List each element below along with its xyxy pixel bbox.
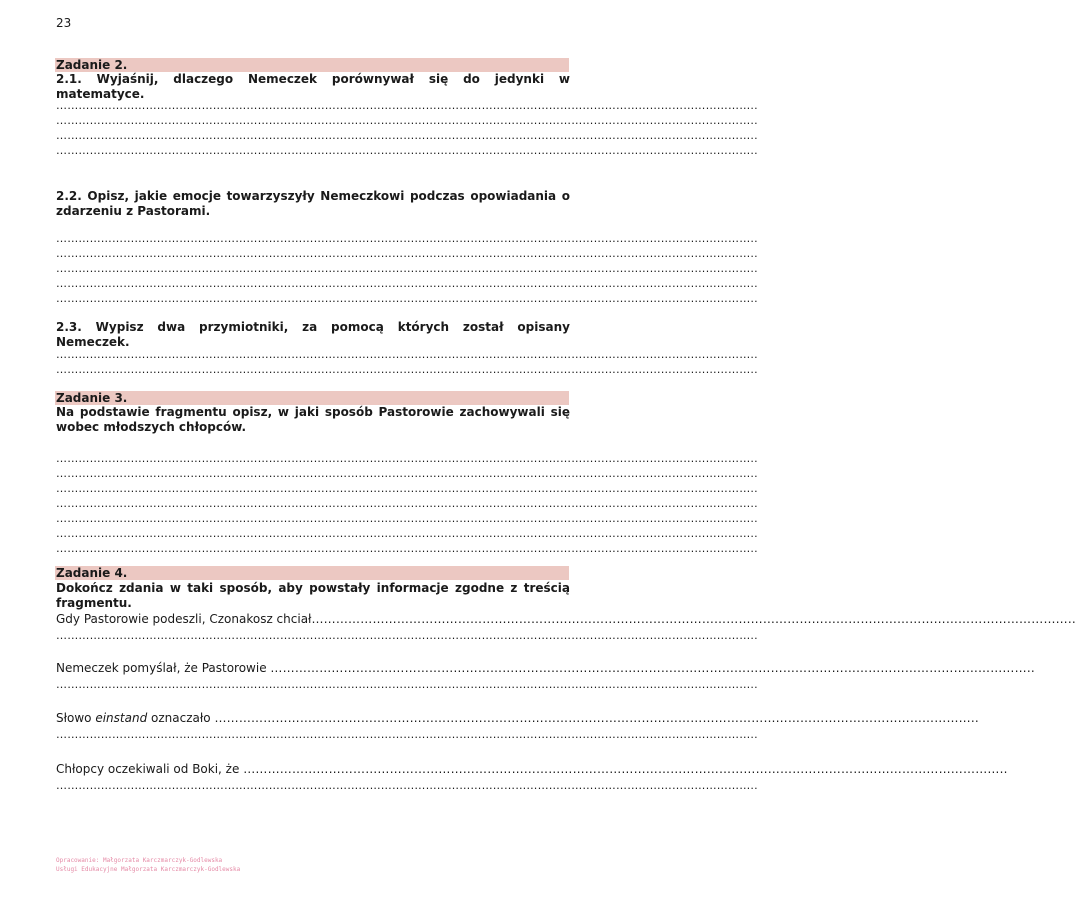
task4-sentence-1-continuation[interactable] xyxy=(56,628,758,643)
answer-line: …………………………………………………………………………………………………………………………………………………………………….. xyxy=(56,467,758,480)
task2-q1-answer-lines[interactable] xyxy=(56,98,758,158)
task2-q2: 2.2. Opisz, jakie emocje towarzyszyły Nemeczkowi podczas opowiadania o zdarzeniu z Pastorami. xyxy=(56,189,570,218)
answer-line: …………………………………………………………………………………………………………………………………………………………………….. xyxy=(56,348,758,361)
task4-sentence-2-continuation[interactable] xyxy=(56,677,758,692)
answer-line: …………………………………………………………………………………………………………………………………………………………………….. xyxy=(56,292,758,305)
sentence-stem-emphasis: einstand xyxy=(95,711,148,725)
task4-heading: Zadanie 4. xyxy=(55,566,569,580)
answer-line: …………………………………………………………………………………………………………………………………………………………………….. xyxy=(56,542,758,555)
answer-line: …………………………………………………………………………………………………………………………………………………………………….. xyxy=(56,482,758,495)
task2-heading: Zadanie 2. xyxy=(55,58,569,72)
answer-line: …………………………………………………………………………………………………………………………………………………………………….. xyxy=(56,144,758,157)
answer-line: …………………………………………………………………………………………………………………………………………………………………….. xyxy=(56,678,758,691)
task4-sentence-1[interactable] xyxy=(56,612,1076,627)
task3-answer-lines[interactable] xyxy=(56,451,758,556)
answer-line: …………………………………………………………………………………………………………………………………………………………………….. xyxy=(56,99,758,112)
answer-line: …………………………………………………………………………………………………………………………………………………………………….. xyxy=(56,779,758,792)
answer-line: …………………………………………………………………………………………………………………………………………………………………….. xyxy=(56,247,758,260)
task4-sentence-2[interactable] xyxy=(56,661,1035,676)
answer-line: …………………………………………………………………………………………………………………………………………………………………….. xyxy=(56,629,758,642)
task4-sentence-4-continuation[interactable] xyxy=(56,778,758,793)
sentence-stem: Słowo xyxy=(56,711,96,725)
answer-line: …………………………………………………………………………………………………………………………………………………………………….. xyxy=(243,762,1008,776)
task4-sentence-3[interactable] xyxy=(56,711,979,726)
sentence-stem: Nemeczek pomyślał, że Pastorowie xyxy=(56,661,267,675)
task4-sentence-3-continuation[interactable] xyxy=(56,727,758,742)
footer-line-2: Usługi Edukacyjne Małgorzata Karczmarczyk-Godlewska xyxy=(56,866,241,873)
page-number: 23 xyxy=(56,16,72,30)
answer-line: …………………………………………………………………………………………………………………………………………………………………….. xyxy=(56,232,758,245)
task2-q1: 2.1. Wyjaśnij, dlaczego Nemeczek porównywał się do jedynki w matematyce. xyxy=(56,72,570,101)
answer-line: …………………………………………………………………………………………………………………………………………………………………….. xyxy=(56,277,758,290)
task4-instruction: Dokończ zdania w taki sposób, aby powstały informacje zgodne z treścią fragmentu. xyxy=(56,581,570,610)
footer xyxy=(56,856,240,874)
task4-sentence-4[interactable] xyxy=(56,762,1008,777)
answer-line: …………………………………………………………………………………………………………………………………………………………………….. xyxy=(214,711,979,725)
answer-line: …………………………………………………………………………………………………………………………………………………………………….. xyxy=(56,262,758,275)
answer-line: …………………………………………………………………………………………………………………………………………………………………….. xyxy=(56,114,758,127)
task3-heading: Zadanie 3. xyxy=(55,391,569,405)
answer-line: …………………………………………………………………………………………………………………………………………………………………….. xyxy=(311,612,1076,626)
answer-line: …………………………………………………………………………………………………………………………………………………………………….. xyxy=(56,728,758,741)
sentence-stem: Chłopcy oczekiwali od Boki, że xyxy=(56,762,240,776)
answer-line: …………………………………………………………………………………………………………………………………………………………………….. xyxy=(270,661,1035,675)
task2-q3: 2.3. Wypisz dwa przymiotniki, za pomocą których został opisany Nemeczek. xyxy=(56,320,570,349)
answer-line: …………………………………………………………………………………………………………………………………………………………………….. xyxy=(56,512,758,525)
answer-line: …………………………………………………………………………………………………………………………………………………………………….. xyxy=(56,363,758,376)
sentence-stem: Gdy Pastorowie podeszli, Czonakosz chciał xyxy=(56,612,312,626)
task2-q3-answer-lines[interactable] xyxy=(56,347,758,377)
answer-line: …………………………………………………………………………………………………………………………………………………………………….. xyxy=(56,497,758,510)
answer-line: …………………………………………………………………………………………………………………………………………………………………….. xyxy=(56,129,758,142)
answer-line: …………………………………………………………………………………………………………………………………………………………………….. xyxy=(56,452,758,465)
task3-question: Na podstawie fragmentu opisz, w jaki sposób Pastorowie zachowywali się wobec młodszych chłopców. xyxy=(56,405,570,434)
footer-line-1: Opracowanie: Małgorzata Karczmarczyk-Godlewska xyxy=(56,857,223,864)
task2-q2-answer-lines[interactable] xyxy=(56,231,758,306)
sentence-stem: oznaczało xyxy=(147,711,211,725)
answer-line: …………………………………………………………………………………………………………………………………………………………………….. xyxy=(56,527,758,540)
